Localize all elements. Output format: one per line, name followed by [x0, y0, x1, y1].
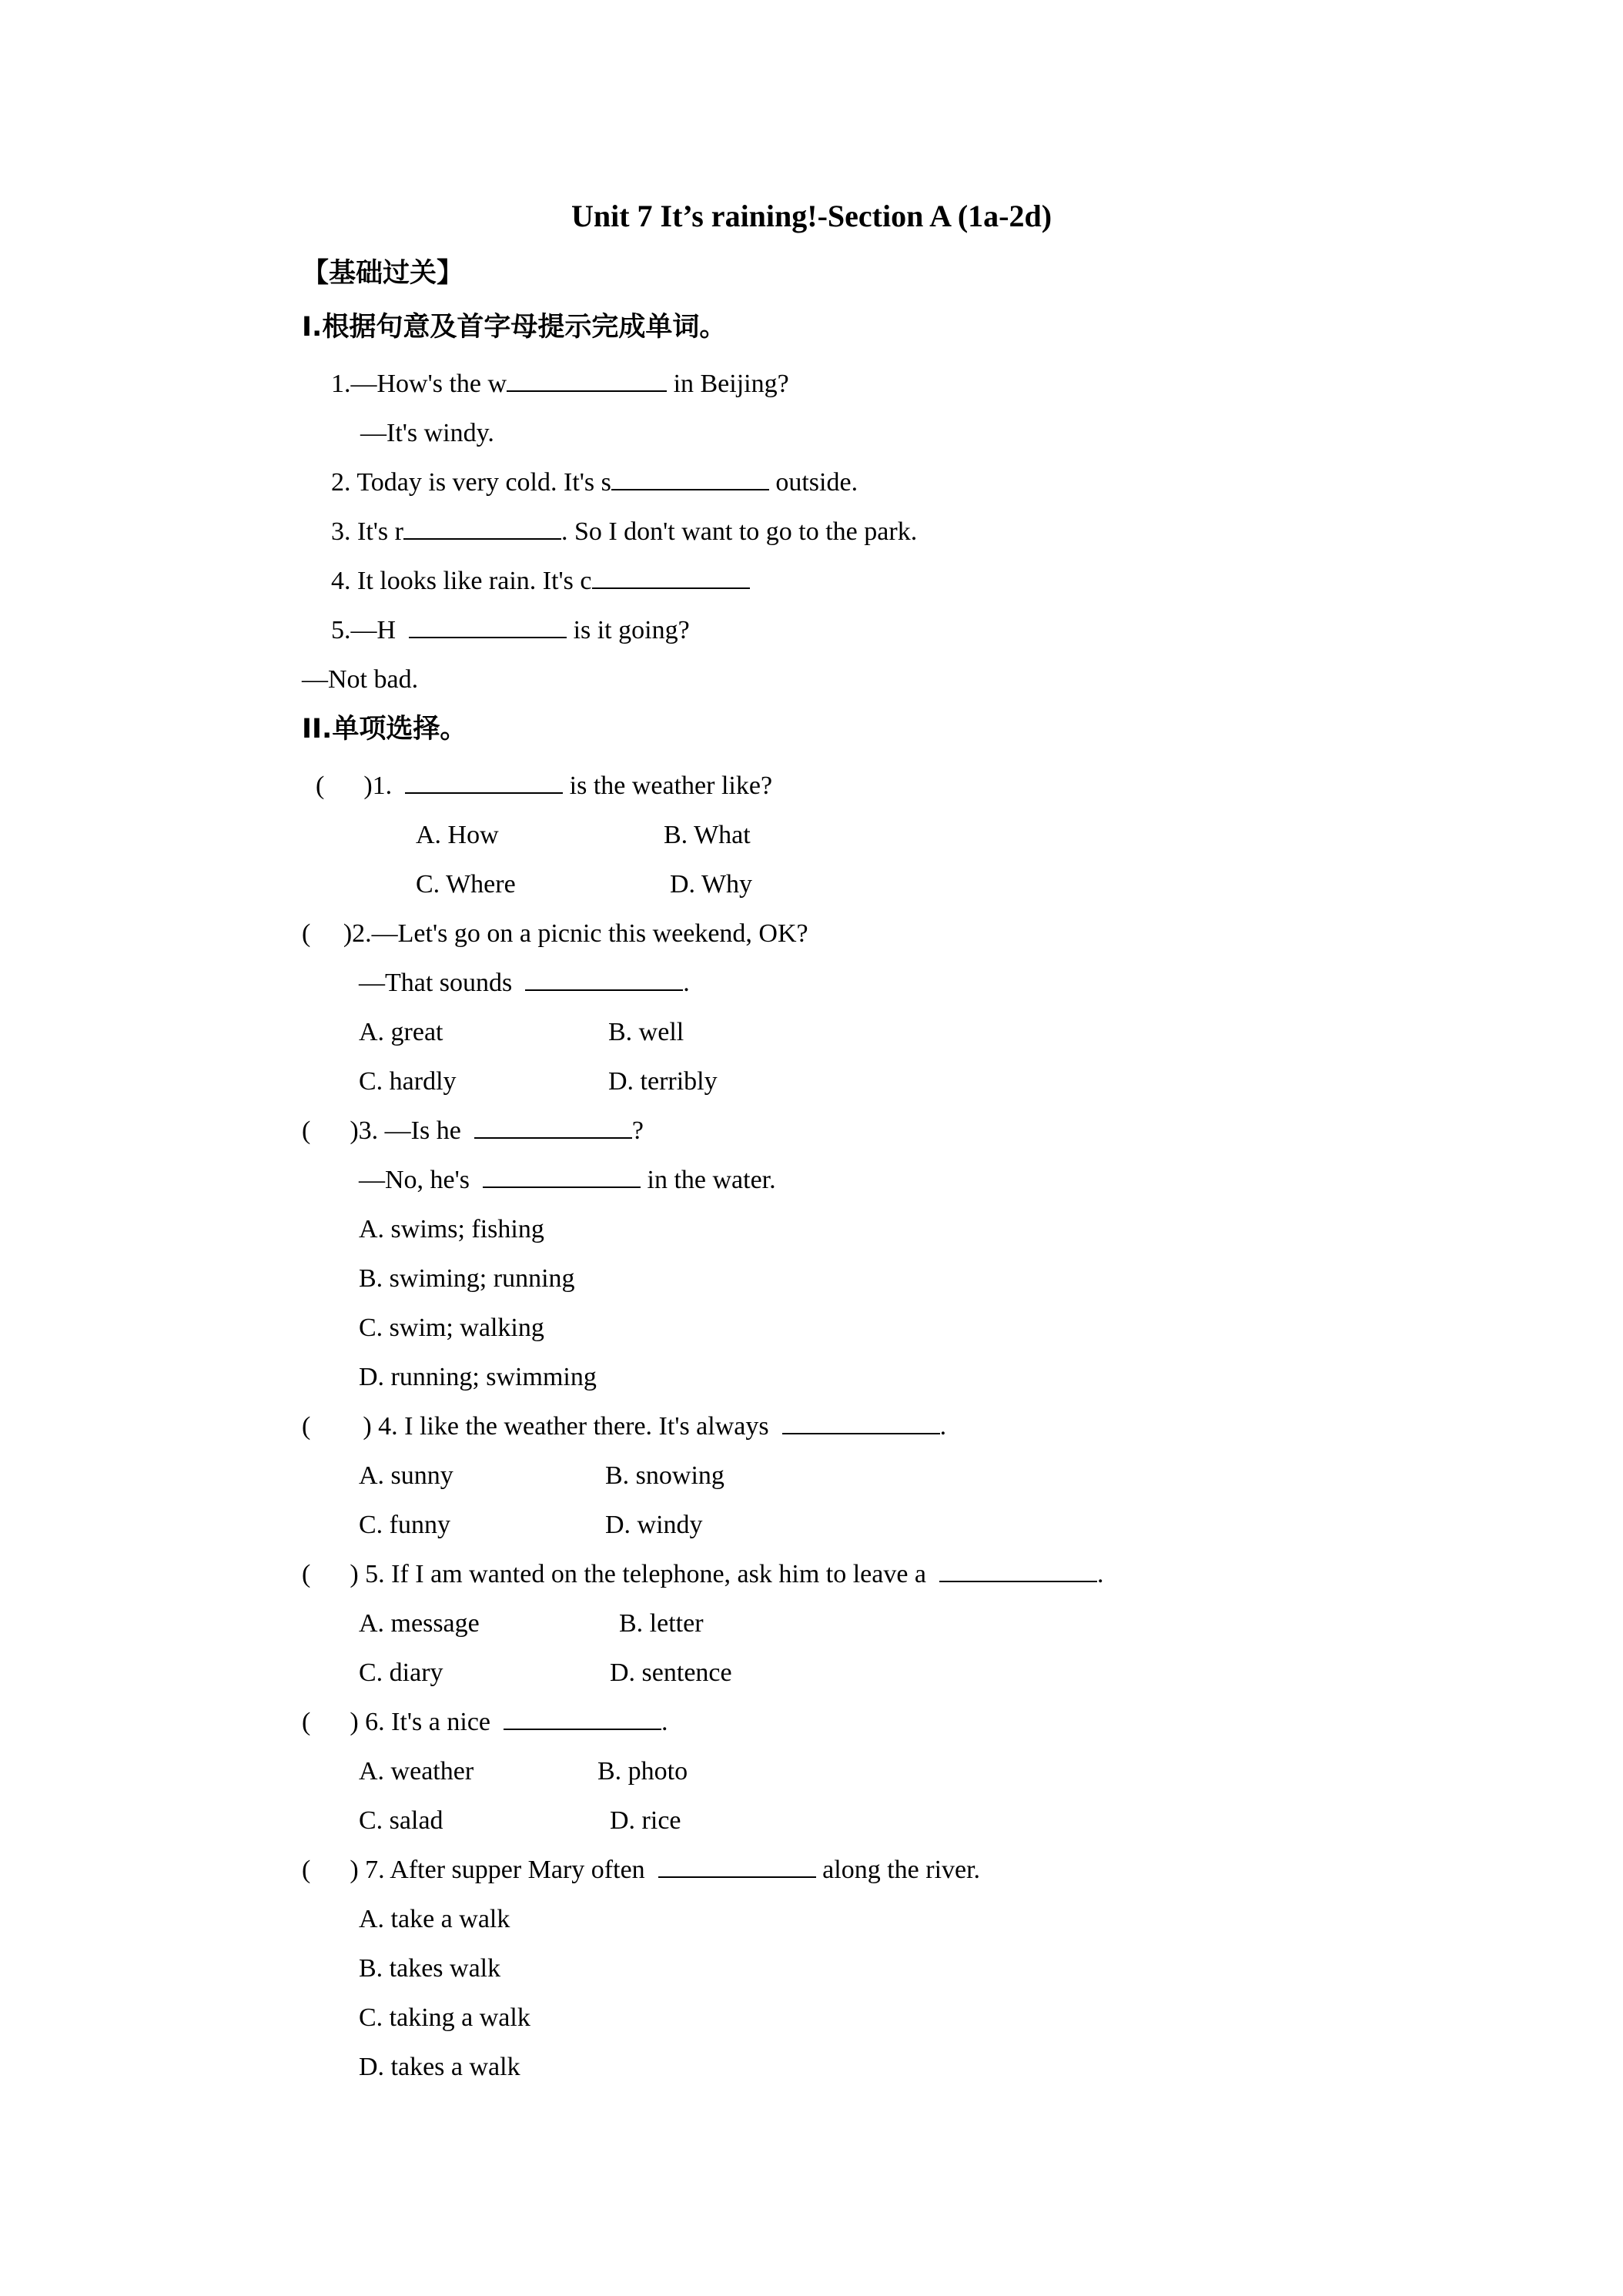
part2-question-1: ( )1. is the weather like? [316, 768, 772, 804]
part2-q5-option-d: D. sentence [610, 1658, 732, 1687]
part2-question-3: ( )3. —Is he ? [302, 1113, 644, 1149]
part2-q5-option-c: C. diary [359, 1658, 443, 1687]
answer-blank [409, 614, 567, 638]
part2-q6-option-d: D. rice [610, 1806, 681, 1835]
part2-heading: II.单项选择。 [302, 714, 467, 745]
part2-q3-option-c: C. swim; walking [359, 1314, 544, 1342]
part2-q2-option-c: C. hardly [359, 1067, 457, 1096]
part2-q3-option-d: D. running; swimming [359, 1363, 597, 1391]
part1-heading: I.根据句意及首字母提示完成单词。 [302, 312, 727, 343]
answer-blank [504, 1705, 661, 1730]
answer-blank [405, 769, 563, 794]
part2-question-5: ( ) 5. If I am wanted on the telephone, ask him to leave a . [302, 1557, 1104, 1592]
part2-q3-option-b: B. swiming; running [359, 1264, 575, 1293]
part2-q4-option-d: D. windy [605, 1511, 703, 1539]
part2-q6-option-b: B. photo [597, 1757, 688, 1786]
part2-q4-option-a: A. sunny [359, 1461, 453, 1490]
answer-blank [658, 1853, 816, 1878]
answer-blank [782, 1410, 940, 1434]
part2-q7-option-d: D. takes a walk [359, 2053, 520, 2081]
part2-question-6: ( ) 6. It's a nice . [302, 1705, 668, 1740]
part2-question-7: ( ) 7. After supper Mary often along the river. [302, 1853, 980, 1888]
answer-blank [525, 966, 683, 991]
part2-question-4: ( ) 4. I like the weather there. It's always . [302, 1409, 946, 1444]
part2-q3-option-a: A. swims; fishing [359, 1215, 544, 1243]
answer-blank [592, 564, 750, 589]
part2-q1-option-c: C. Where [416, 870, 516, 899]
part2-q4-option-c: C. funny [359, 1511, 450, 1539]
part2-q7-option-b: B. takes walk [359, 1954, 501, 1983]
part2-question-3-line2: —No, he's in the water. [359, 1163, 776, 1198]
part1-question-1-reply: —It's windy. [360, 419, 494, 447]
part1-question-1: 1.—How's the w in Beijing? [331, 366, 789, 402]
part2-q6-option-c: C. salad [359, 1806, 443, 1835]
answer-blank [474, 1114, 632, 1139]
part2-q5-option-a: A. message [359, 1609, 480, 1638]
part2-question-2-line2: —That sounds . [359, 966, 690, 1001]
part2-q1-option-a: A. How [416, 821, 499, 849]
answer-blank [939, 1558, 1097, 1582]
part2-q1-option-b: B. What [664, 821, 751, 849]
part2-q6-option-a: A. weather [359, 1757, 474, 1786]
answer-blank [403, 515, 561, 540]
part1-question-5: 5.—H is it going? [331, 613, 690, 648]
answer-blank [483, 1163, 641, 1188]
part1-question-4: 4. It looks like rain. It's c [331, 564, 750, 599]
part2-q5-option-b: B. letter [619, 1609, 704, 1638]
part1-question-2: 2. Today is very cold. It's s outside. [331, 465, 858, 500]
page-title: Unit 7 It’s raining!-Section A (1a-2d) [571, 199, 1052, 233]
part2-q7-option-a: A. take a walk [359, 1905, 510, 1933]
part2-q2-option-b: B. well [608, 1018, 684, 1046]
part1-question-3: 3. It's r . So I don't want to go to the park. [331, 514, 917, 550]
answer-blank [507, 367, 667, 392]
part2-question-2: ( )2.—Let's go on a picnic this weekend, OK? [302, 919, 808, 948]
part2-q1-option-d: D. Why [670, 870, 753, 899]
answer-blank [611, 466, 769, 490]
part2-q7-option-c: C. taking a walk [359, 2003, 530, 2032]
part1-question-5-reply: —Not bad. [302, 665, 419, 694]
section-basic-heading: 【基础过关】 [302, 258, 464, 289]
part2-q4-option-b: B. snowing [605, 1461, 724, 1490]
part2-q2-option-a: A. great [359, 1018, 443, 1046]
part2-q2-option-d: D. terribly [608, 1067, 718, 1096]
